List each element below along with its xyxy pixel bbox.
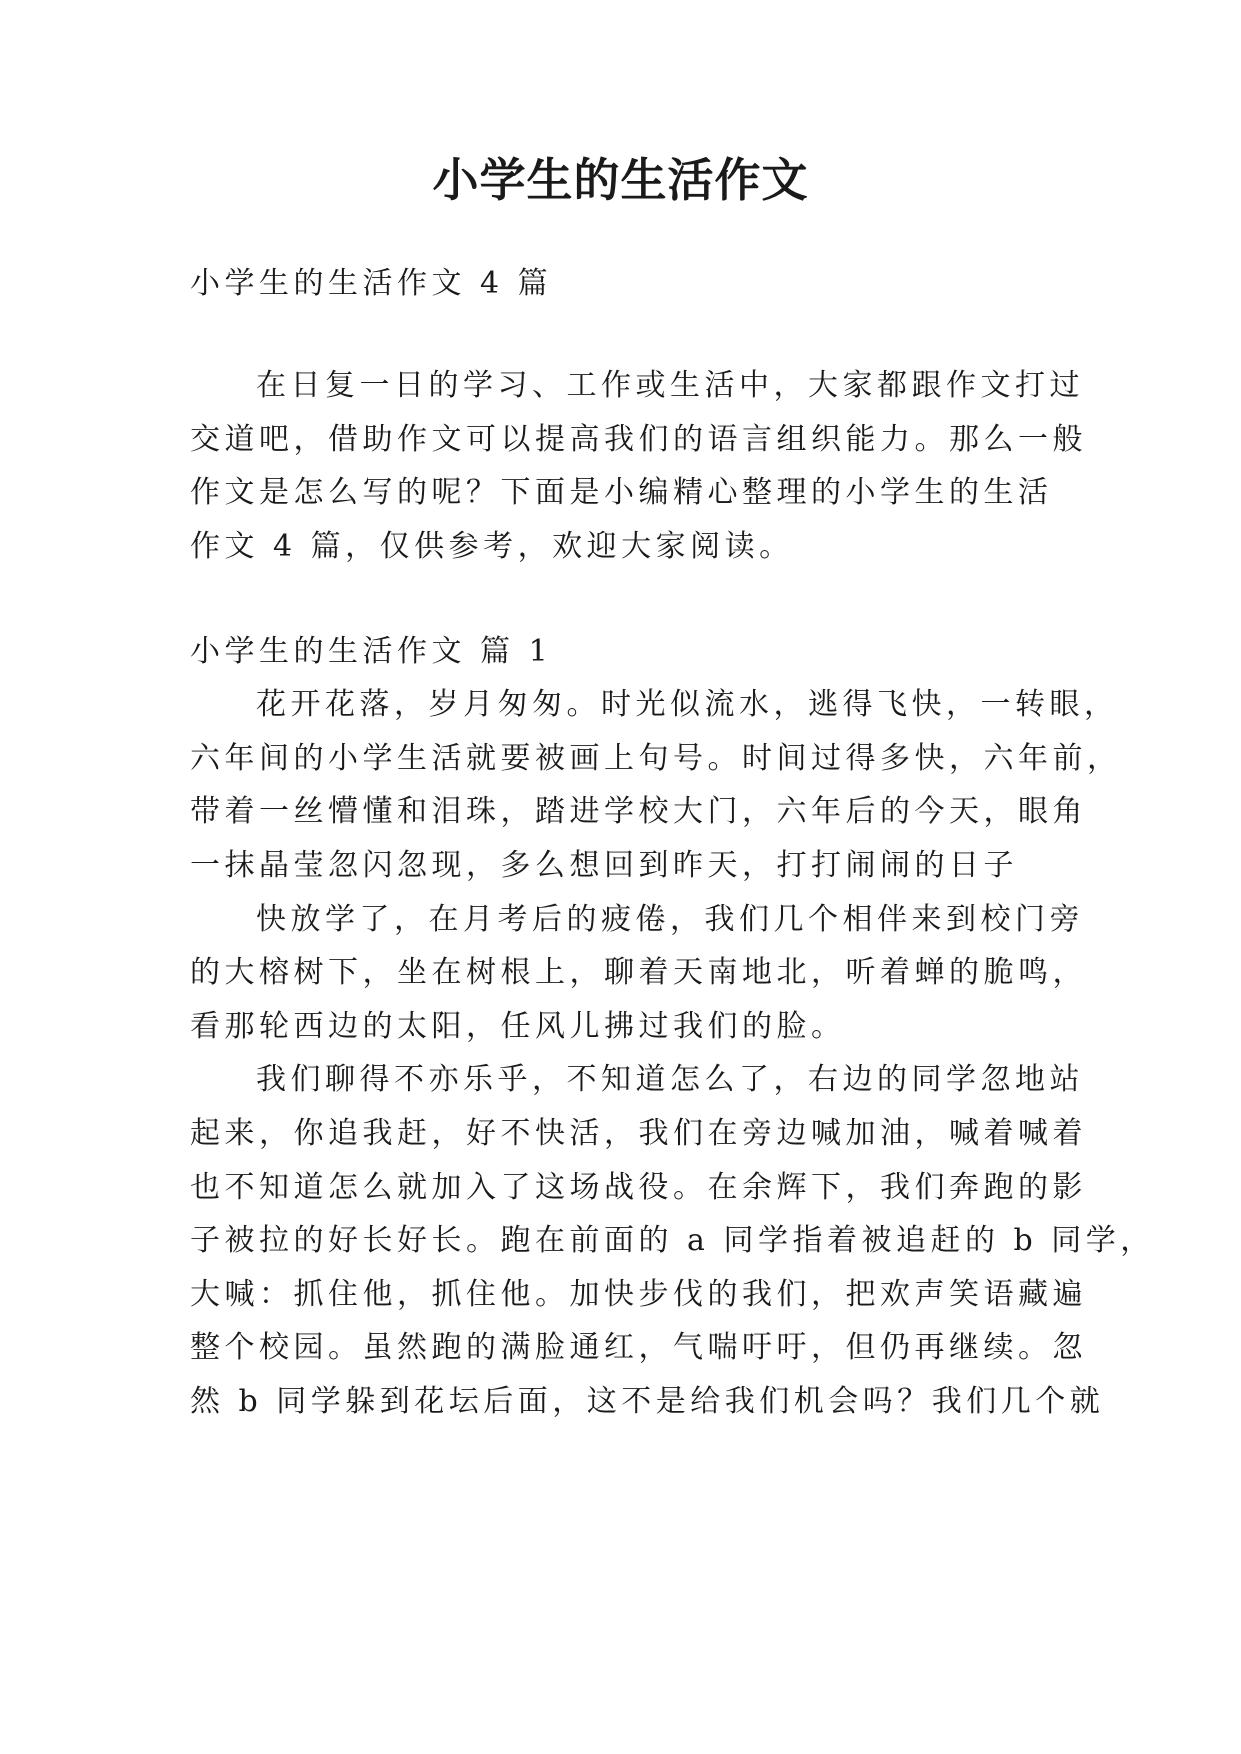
body-line: 子被拉的好长好长。跑在前面的 a 同学指着被追赶的 b 同学，	[190, 1223, 1155, 1258]
body-line: 大喊：抓住他，抓住他。加快步伐的我们，把欢声笑语藏遍	[190, 1277, 1087, 1312]
section-heading: 小学生的生活作文 篇 1	[190, 634, 553, 669]
body-line: 的大榕树下，坐在树根上，聊着天南地北，听着蝉的脆鸣，	[190, 955, 1087, 990]
intro-line: 作文 4 篇，仅供参考，欢迎大家阅读。	[190, 529, 794, 564]
document-title: 小学生的生活作文	[432, 153, 809, 207]
body-line: 快放学了，在月考后的疲倦，我们几个相伴来到校门旁	[256, 902, 1084, 937]
intro-line: 作文是怎么写的呢？下面是小编精心整理的小学生的生活	[190, 475, 1053, 510]
body-line: 然 b 同学躲到花坛后面，这不是给我们机会吗？我们几个就	[190, 1384, 1105, 1419]
intro-line: 在日复一日的学习、工作或生活中，大家都跟作文打过	[256, 368, 1084, 403]
body-line: 带着一丝懵懂和泪珠，踏进学校大门，六年后的今天，眼角	[190, 794, 1087, 829]
body-line: 一抹晶莹忽闪忽现，多么想回到昨天，打打闹闹的日子	[190, 848, 1018, 883]
document-subtitle: 小学生的生活作文 4 篇	[190, 266, 553, 301]
body-line: 我们聊得不亦乐乎，不知道怎么了，右边的同学忽地站	[256, 1062, 1084, 1097]
body-line: 起来，你追我赶，好不快活，我们在旁边喊加油，喊着喊着	[190, 1116, 1087, 1151]
body-line: 整个校园。虽然跑的满脸通红，气喘吁吁，但仍再继续。忽	[190, 1330, 1087, 1365]
intro-line: 交道吧，借助作文可以提高我们的语言组织能力。那么一般	[190, 422, 1087, 457]
body-line: 花开花落，岁月匆匆。时光似流水，逃得飞快，一转眼，	[256, 687, 1119, 722]
body-line: 看那轮西边的太阳，任风儿拂过我们的脸。	[190, 1009, 846, 1044]
body-line: 也不知道怎么就加入了这场战役。在余辉下，我们奔跑的影	[190, 1170, 1087, 1205]
body-line: 六年间的小学生活就要被画上句号。时间过得多快，六年前，	[190, 741, 1122, 776]
